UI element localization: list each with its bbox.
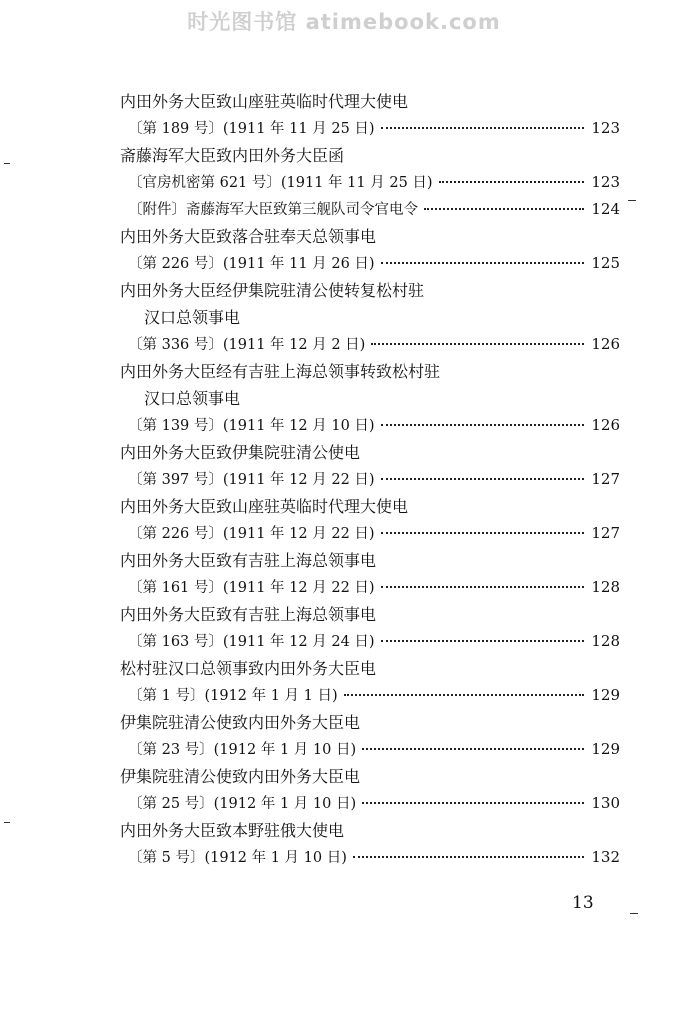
entry-page-number: 128	[591, 632, 620, 650]
entry-title: 内田外务大臣致有吉驻上海总领事电	[120, 605, 377, 624]
entry-title: 汉口总领事电	[144, 308, 241, 327]
dot-leader	[371, 343, 584, 345]
entry-page-number: 126	[591, 416, 620, 434]
entry-reference: 〔第 397 号〕(1911 年 12 月 22 日)	[128, 472, 375, 488]
watermark: 时光图书馆 atimebook.com	[187, 10, 501, 34]
page-number: 13	[572, 893, 594, 913]
entry-title: 内田外务大臣致山座驻英临时代理大使电	[120, 92, 409, 111]
entry-reference-line	[120, 196, 620, 223]
entry-title: 内田外务大臣致伊集院驻清公使电	[120, 443, 361, 462]
dot-leader	[381, 127, 584, 129]
scan-mark	[4, 163, 10, 164]
entry-title: 伊集院驻清公使致内田外务大臣电	[120, 713, 361, 732]
entry-title: 内田外务大臣致落合驻奉天总领事电	[120, 227, 377, 246]
dot-leader	[381, 586, 584, 588]
scan-mark	[630, 913, 638, 914]
toc-entry	[120, 817, 620, 871]
entry-reference: 〔第 189 号〕(1911 年 11 月 25 日)	[128, 121, 375, 137]
toc-entry	[120, 655, 620, 709]
entry-reference: 〔第 5 号〕(1912 年 1 月 10 日)	[128, 850, 347, 866]
toc-entry	[120, 196, 620, 223]
dot-leader	[381, 262, 584, 264]
entry-reference: 〔第 163 号〕(1911 年 12 月 24 日)	[128, 634, 375, 650]
entry-title: 内田外务大臣致本野驻俄大使电	[120, 821, 345, 840]
toc-entry	[120, 223, 620, 277]
entry-reference: 〔官房机密第 621 号〕(1911 年 11 月 25 日)	[128, 175, 433, 191]
entry-page-number: 123	[591, 173, 620, 191]
entry-reference-line	[120, 736, 620, 763]
entry-title: 松村驻汉口总领事致内田外务大臣电	[120, 659, 377, 678]
entry-page-number: 124	[591, 200, 620, 218]
toc-entry	[120, 547, 620, 601]
dot-leader	[381, 532, 584, 534]
table-of-contents	[120, 88, 620, 871]
entry-reference-line	[120, 682, 620, 709]
entry-title: 内田外务大臣经伊集院驻清公使转复松村驻	[120, 281, 425, 300]
entry-reference-line	[120, 169, 620, 196]
entry-page-number: 127	[591, 470, 620, 488]
dot-leader	[381, 478, 584, 480]
entry-title: 内田外务大臣致有吉驻上海总领事电	[120, 551, 377, 570]
toc-entry	[120, 493, 620, 547]
toc-entry	[120, 601, 620, 655]
entry-title: 斋藤海军大臣致内田外务大臣函	[120, 146, 345, 165]
entry-reference: 〔第 139 号〕(1911 年 12 月 10 日)	[128, 418, 375, 434]
entry-title: 汉口总领事电	[144, 389, 241, 408]
toc-entry	[120, 709, 620, 763]
entry-reference-line	[120, 520, 620, 547]
entry-title: 伊集院驻清公使致内田外务大臣电	[120, 767, 361, 786]
entry-reference: 〔第 1 号〕(1912 年 1 月 1 日)	[128, 688, 338, 704]
entry-reference-line	[120, 412, 620, 439]
entry-reference: 〔第 226 号〕(1911 年 11 月 26 日)	[128, 256, 375, 272]
entry-reference-line	[120, 331, 620, 358]
toc-entry	[120, 142, 620, 196]
entry-reference: 〔附件〕斋藤海军大臣致第三舰队司令官电令	[128, 202, 418, 218]
dot-leader	[353, 856, 584, 858]
toc-entry	[120, 358, 620, 439]
dot-leader	[362, 748, 584, 750]
toc-entry	[120, 277, 620, 358]
entry-reference-line	[120, 790, 620, 817]
entry-reference: 〔第 336 号〕(1911 年 12 月 2 日)	[128, 337, 366, 353]
dot-leader	[381, 640, 584, 642]
entry-reference-line	[120, 115, 620, 142]
entry-reference: 〔第 23 号〕(1912 年 1 月 10 日)	[128, 742, 357, 758]
entry-page-number: 126	[591, 335, 620, 353]
toc-entry	[120, 439, 620, 493]
entry-page-number: 123	[591, 119, 620, 137]
entry-reference-line	[120, 628, 620, 655]
entry-page-number: 129	[591, 740, 620, 758]
dot-leader	[362, 802, 584, 804]
entry-reference-line	[120, 574, 620, 601]
scan-mark	[4, 822, 10, 823]
dot-leader	[344, 694, 584, 696]
dot-leader	[439, 181, 584, 183]
entry-reference: 〔第 161 号〕(1911 年 12 月 22 日)	[128, 580, 375, 596]
entry-page-number: 132	[591, 848, 620, 866]
dot-leader	[381, 424, 584, 426]
entry-page-number: 125	[591, 254, 620, 272]
entry-reference-line	[120, 250, 620, 277]
entry-page-number: 129	[591, 686, 620, 704]
entry-title: 内田外务大臣致山座驻英临时代理大使电	[120, 497, 409, 516]
entry-page-number: 127	[591, 524, 620, 542]
entry-reference-line	[120, 466, 620, 493]
toc-entry	[120, 763, 620, 817]
entry-page-number: 130	[591, 794, 620, 812]
scan-mark	[628, 200, 636, 201]
entry-reference-line	[120, 844, 620, 871]
entry-reference: 〔第 25 号〕(1912 年 1 月 10 日)	[128, 796, 357, 812]
entry-title: 内田外务大臣经有吉驻上海总领事转致松村驻	[120, 362, 441, 381]
toc-entry	[120, 88, 620, 142]
entry-reference: 〔第 226 号〕(1911 年 12 月 22 日)	[128, 526, 375, 542]
dot-leader	[424, 208, 584, 210]
entry-page-number: 128	[591, 578, 620, 596]
